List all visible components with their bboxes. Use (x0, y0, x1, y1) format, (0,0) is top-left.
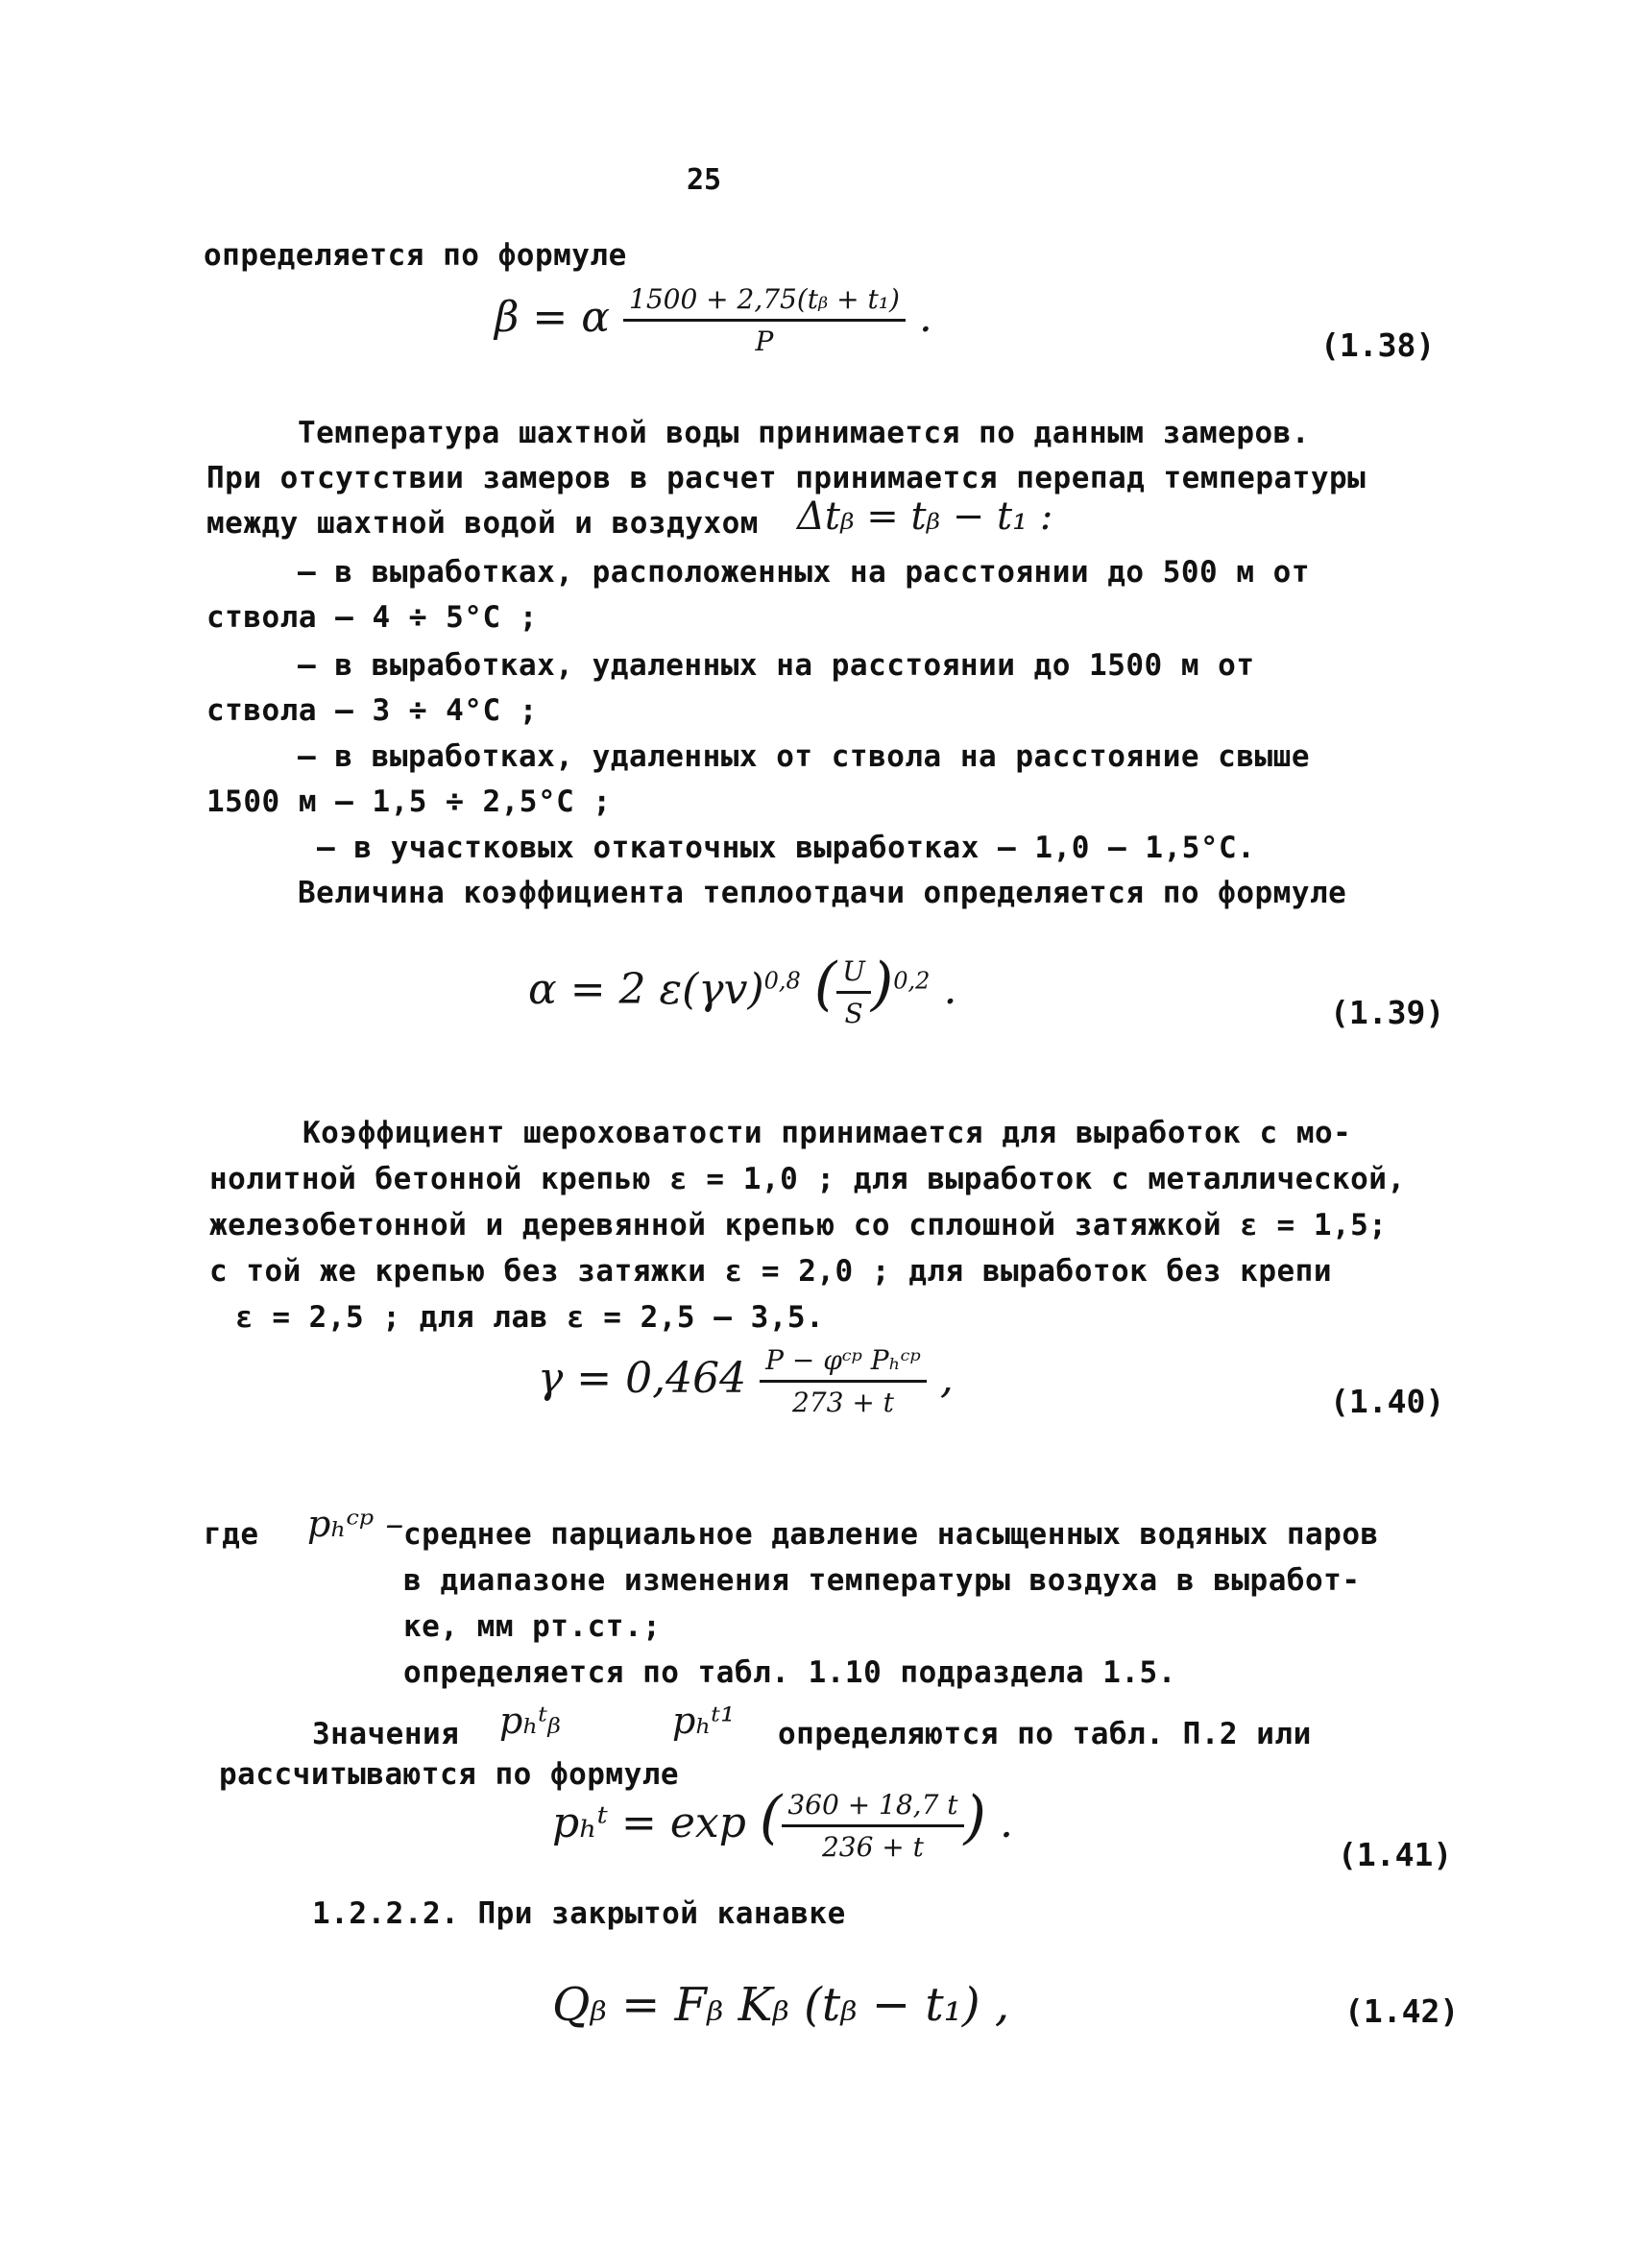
paragraph-3-line-4: с той же крепью без затяжки ε = 2,0 ; для выработок без крепи (209, 1254, 1332, 1289)
where-line-3: ке, мм рт.ст.; (403, 1609, 662, 1644)
bullet-2-line-1: – в выработках, удаленных на расстоянии до 1500 м от (298, 648, 1255, 683)
formula-1-39-denominator: S (844, 998, 863, 1029)
formula-1-39-exponent-1: 0,8 (763, 967, 801, 995)
paragraph-4-line-2: рассчитываются по формуле (219, 1757, 680, 1792)
bullet-1-line-2: ствола – 4 ÷ 5°C ; (206, 600, 538, 635)
formula-1-42: Qᵦ = Fᵦ Kᵦ (tᵦ − t₁) , (552, 1978, 1010, 2032)
formula-1-38 (495, 283, 932, 357)
formula-1-41-fraction (782, 1789, 963, 1863)
formula-1-38-lhs: β = α (495, 293, 610, 342)
formula-1-38-numerator: 1500 + 2,75(tᵦ + t₁) (623, 283, 906, 322)
formula-1-40-lhs: γ = 0,464 (538, 1354, 747, 1403)
paragraph-1-line-1: Температура шахтной воды принимается по данным замеров. (298, 416, 1310, 450)
formula-1-39: α = 2 $\varepsilon(\gamma v)^{0,8}$ ( $\frac{U}{S}$ )$^{0,2}$ . (528, 951, 957, 1029)
paragraph-4-word-1: Значения (312, 1717, 460, 1751)
formula-1-41: pₕᵗ = exp ( $\frac{360 + 18,7 t}{236 + t}$ ) . (552, 1784, 1013, 1863)
paragraph-2: Величина коэффициента теплоотдачи определяется по формуле (298, 876, 1347, 910)
formula-1-41-numerator: 360 + 18,7 t (782, 1789, 963, 1827)
bullet-2-line-2: ствола – 3 ÷ 4°C ; (206, 693, 538, 728)
paragraph-3-line-2: нолитной бетонной крепью ε = 1,0 ; для выработок с металлической, (209, 1162, 1406, 1196)
bullet-4: – в участковых откаточных выработках – 1,0 – 1,5°C. (317, 831, 1256, 865)
formula-1-41-denominator: 236 + t (821, 1831, 924, 1863)
paragraph-1-line-2: При отсутствии замеров в расчет принимается перепад температуры (206, 461, 1367, 495)
paragraph-4-symbol-2: pₕᵗ¹ (672, 1700, 736, 1742)
equation-number-1-41: (1.41) (1338, 1836, 1453, 1873)
paragraph-3-line-3: железобетонной и деревянной крепью со сплошной затяжкой ε = 1,5; (209, 1208, 1388, 1243)
formula-1-41-tail: . (999, 1798, 1013, 1847)
equation-number-1-39: (1.39) (1330, 994, 1445, 1031)
equation-number-1-40: (1.40) (1330, 1383, 1445, 1420)
paragraph-3-line-5: ε = 2,5 ; для лав ε = 2,5 – 3,5. (235, 1300, 825, 1335)
paragraph-3-line-1: Коэффициент шероховатости принимается для выработок с мо- (302, 1116, 1352, 1150)
where-symbol: pₕᶜᵖ – (307, 1503, 404, 1545)
equation-number-1-38: (1.38) (1320, 326, 1436, 364)
formula-1-40-tail: , (939, 1354, 954, 1403)
formula-1-41-lhs: pₕᵗ = exp (552, 1798, 746, 1847)
where-line-4: определяется по табл. 1.10 подраздела 1.5. (403, 1655, 1176, 1690)
where-label: где (204, 1517, 259, 1552)
formula-1-39-numerator: U (836, 955, 871, 994)
where-line-2: в диапазоне изменения температуры воздуха в выработ- (403, 1563, 1361, 1598)
bullet-1-line-1: – в выработках, расположенных на расстоянии до 500 м от (298, 555, 1310, 590)
paragraph-4-line-1-rest: определяются по табл. П.2 или (778, 1717, 1312, 1751)
equation-number-1-42: (1.42) (1344, 1992, 1460, 2030)
formula-1-39-tail: . (943, 965, 957, 1014)
text-line-intro: определяется по формуле (204, 238, 627, 273)
formula-1-40-fraction (760, 1344, 927, 1418)
formula-1-39-fraction (836, 955, 871, 1029)
formula-1-39-lhs: α = 2 ε(γv) (528, 965, 764, 1014)
where-line-1: среднее парциальное давление насыщенных водяных паров (403, 1517, 1379, 1552)
bullet-3-line-2: 1500 м – 1,5 ÷ 2,5°C ; (206, 784, 612, 819)
formula-1-40 (538, 1344, 954, 1418)
bullet-3-line-1: – в выработках, удаленных от ствола на расстояние свыше (298, 739, 1310, 774)
paragraph-4-symbol-1: pₕᵗᵦ (499, 1700, 561, 1742)
formula-1-38-fraction (623, 283, 906, 357)
section-heading-1-2-2-2: 1.2.2.2. При закрытой канавке (312, 1896, 846, 1931)
formula-1-39-exponent-2: 0,2 (893, 967, 931, 995)
formula-1-38-tail: . (918, 293, 932, 342)
paragraph-1-line-3: между шахтной водой и воздухом (206, 506, 759, 541)
page-number: 25 (687, 163, 722, 197)
formula-1-38-denominator: P (755, 326, 774, 357)
delta-t-formula: Δtᵦ = tᵦ − t₁ : (797, 495, 1053, 539)
formula-1-40-denominator: 273 + t (791, 1387, 894, 1418)
formula-1-40-numerator: P − φᶜᵖ Pₕᶜᵖ (760, 1344, 927, 1383)
